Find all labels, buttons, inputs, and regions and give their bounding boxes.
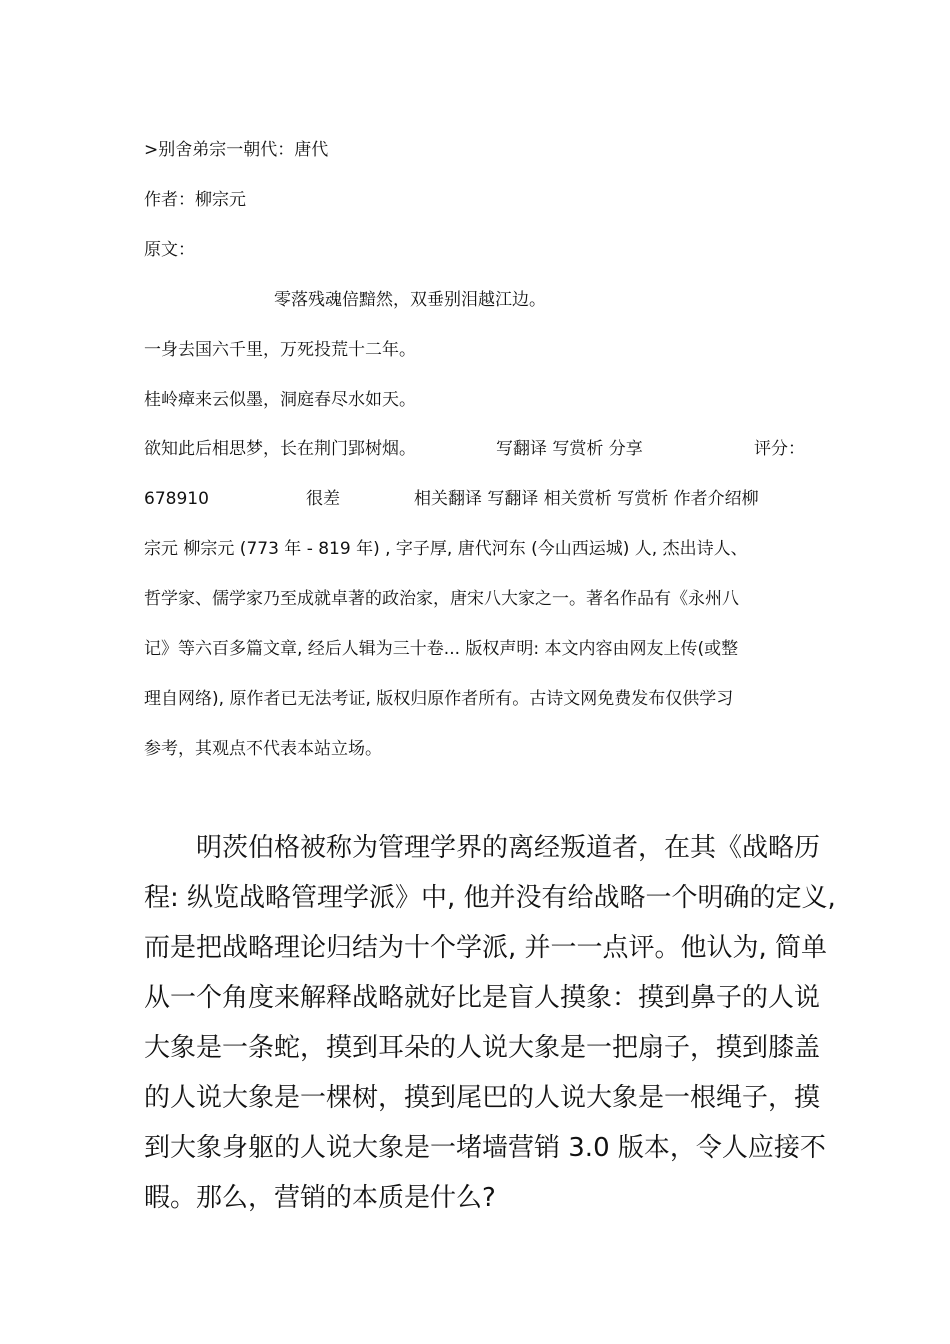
original-label: 原文： [144,240,195,260]
essay-line: 明茨伯格被称为管理学界的离经叛道者，在其《战略历 [196,833,821,863]
rating-label: 评分： [754,439,805,459]
poem-verse-3: 桂岭瘴来云似墨，洞庭春尽水如天。 [144,390,416,410]
essay-line: 暇。那么，营销的本质是什么? [144,1183,496,1213]
poem-verse-1: 零落残魂倍黯然，双垂别泪越江边。 [274,290,546,310]
author-bio-line: 宗元 柳宗元 (773 年 - 819 年) , 字子厚, 唐代河东 (今山西运城) 人, 杰出诗人、 [144,539,748,559]
essay-line: 而是把战略理论归结为十个学派, 并一一点评。他认为, 简单 [144,933,828,963]
author-bio-line: 哲学家、儒学家乃至成就卓著的政治家，唐宋八大家之一。著名作品有《永州八 [144,589,739,609]
rating-text: 很差 [306,489,340,509]
essay-line: 从一个角度来解释战略就好比是盲人摸象：摸到鼻子的人说 [144,983,821,1013]
poem-verse-2: 一身去国六千里，万死投荒十二年。 [144,340,416,360]
essay-line: 的人说大象是一棵树，摸到尾巴的人说大象是一根绳子，摸 [144,1083,821,1113]
poem-verse-4: 欲知此后相思梦，长在荆门郢树烟。 [144,439,416,459]
essay-line: 程: 纵览战略管理学派》中, 他并没有给战略一个明确的定义, [144,883,836,913]
author-bio-line: 参考，其观点不代表本站立场。 [144,739,382,759]
related-links[interactable]: 相关翻译 写翻译 相关赏析 写赏析 作者介绍柳 [414,489,759,509]
essay-line: 到大象身躯的人说大象是一堵墙营销 3.0 版本，令人应接不 [144,1133,826,1163]
author-bio-line: 理自网络), 原作者已无法考证, 版权归原作者所有。古诗文网免费发布仅供学习 [144,689,734,709]
poem-author-line: 作者：柳宗元 [144,190,246,210]
essay-line: 大象是一条蛇，摸到耳朵的人说大象是一把扇子，摸到膝盖 [144,1033,821,1063]
author-bio-line: 记》等六百多篇文章, 经后人辑为三十卷... 版权声明: 本文内容由网友上传(或整 [144,639,739,659]
poem-title-line: >别舍弟宗一朝代：唐代 [144,140,329,160]
poem-action-links[interactable]: 写翻译 写赏析 分享 [496,439,643,459]
rating-scale[interactable]: 678910 [144,489,209,509]
